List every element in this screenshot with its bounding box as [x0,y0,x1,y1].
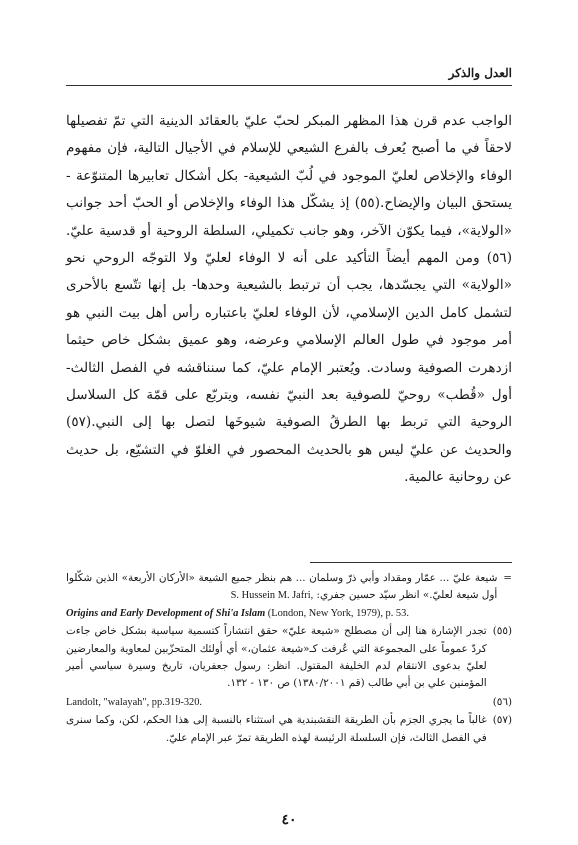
footnote-text [66,694,487,711]
footnote-book-title: Origins and Early Development of Shi'a Islam [66,607,266,619]
footnote-text: غالباً ما يجري الجزم بأن الطريقة النقشبندية هي استثناء بالنسبة إلى هذا الحكم، لكن، وكما سنرى في الفصل الثالث، فإن السلسلة الرئيسة لهذه الطريقة تمرّ عبر الإمام عليّ. [66,714,487,744]
footnote-citation [66,605,497,622]
footnote-continued [66,570,512,622]
footnote-mark: (٥٦) [492,695,512,708]
header-rule [66,85,512,86]
footnote-57 [66,712,512,747]
footnote-mark: (٥٧) [492,714,512,727]
footnote-publication: (London, New York, 1979), p. 53. [265,607,409,619]
footnote-author: S. Hussein M. Jafri, [230,590,314,602]
footnote-mark: (٥٥) [492,625,512,638]
footnotes [66,570,512,748]
footnote-rule [310,562,512,563]
footnote-56 [66,694,512,711]
page-number: ٤٠ [281,812,297,828]
footnote-mark: = [503,572,512,584]
body-paragraph: الواجب عدم قرن هذا المظهر المبكر لحبّ عليّ بالعقائد الدينية التي تمّ تفصيلها لاحقاً في ما أصبح يُعرف بالفرع الشيعي للإسلام في الأجيال التالية، فإن مفهوم الوفاء والإخلاص لعليّ الموجود في لُبّ الشيعية- بكل أشكال تعابيرها المتنوّعة - يستحق البيان والإيضاح.(٥٥) إذ يشكّل هذا الوفاء والإخلاص أو الحبّ أحد جوانب «الولاية»، فيما يكوّن الآخر، وهو جانب تكميلي، السلطة الروحية أو قدسية عليّ.(٥٦) ومن المهم أيضاً التأكيد على أنه لا الوفاء لعليّ ولا التوجّه الروحي نحو «الولاية» التي يجسّدها، يجب أن ترتبط بالشيعية وحدها- بل إنها تتّسع بالأحرى لتشمل كامل الدين الإسلامي، لأن الوفاء لعليّ باعتباره رأس أهل بيت النبي هو أمر موجود في طول العالم الإسلامي وعرضه، وهو عميق بشكل خاص حيثما ازدهرت الصوفية وسادت. ويُعتبر الإمام عليّ، كما سنناقشه في الفصل الثالث- أول «قُطب» روحيّ للصوفية بعد النبيّ نفسه، ويتربّع على قمّة كل السلاسل الروحية التي تربط بها الطرقُ الصوفية شيوخَها لتصل بها إلى النبي.(٥٧) والحديث عن عليّ ليس هو بالحديث المحصور في الغلوّ في التشيّع، بل حديث عن روحانية عالمية. [66,113,512,486]
footnote-body [66,570,497,622]
footnote-text: تجدر الإشارة هنا إلى أن مصطلح «شيعة عليّ» حقق انتشاراً كتسمية سياسية بشكل خاص جاءت كردّ عموماً على المجموعة التي عُرفت كـ«شيعة عثمان،» أي أولئك المتحزّبين لمعاوية والمعارضين لعليّ بدعوى الانتقام لدم الخليفة المقتول. انظر: رسول جعفريان، تاريخ وسيرة سياسي أمير المؤمنين علي بن أبي طالب (قم ١٣٨٠/٢٠٠١) ص ١٣٠ - ١٣٢. [66,625,487,690]
footnote-text: شيعة عليّ ... عمّار ومقداد وأبي ذرّ وسلمان ... هم بنظر جميع الشيعة «الأركان الأربعة» الذين شكّلوا أول شيعة لعليّ.» انظر سيّد حسين جفري: [66,572,498,602]
main-text [66,108,512,492]
footnote-55 [66,623,512,693]
footnote-citation: Landolt, "walayah", pp.319-320. [66,696,203,708]
running-head: العدل والذكر [448,66,512,80]
